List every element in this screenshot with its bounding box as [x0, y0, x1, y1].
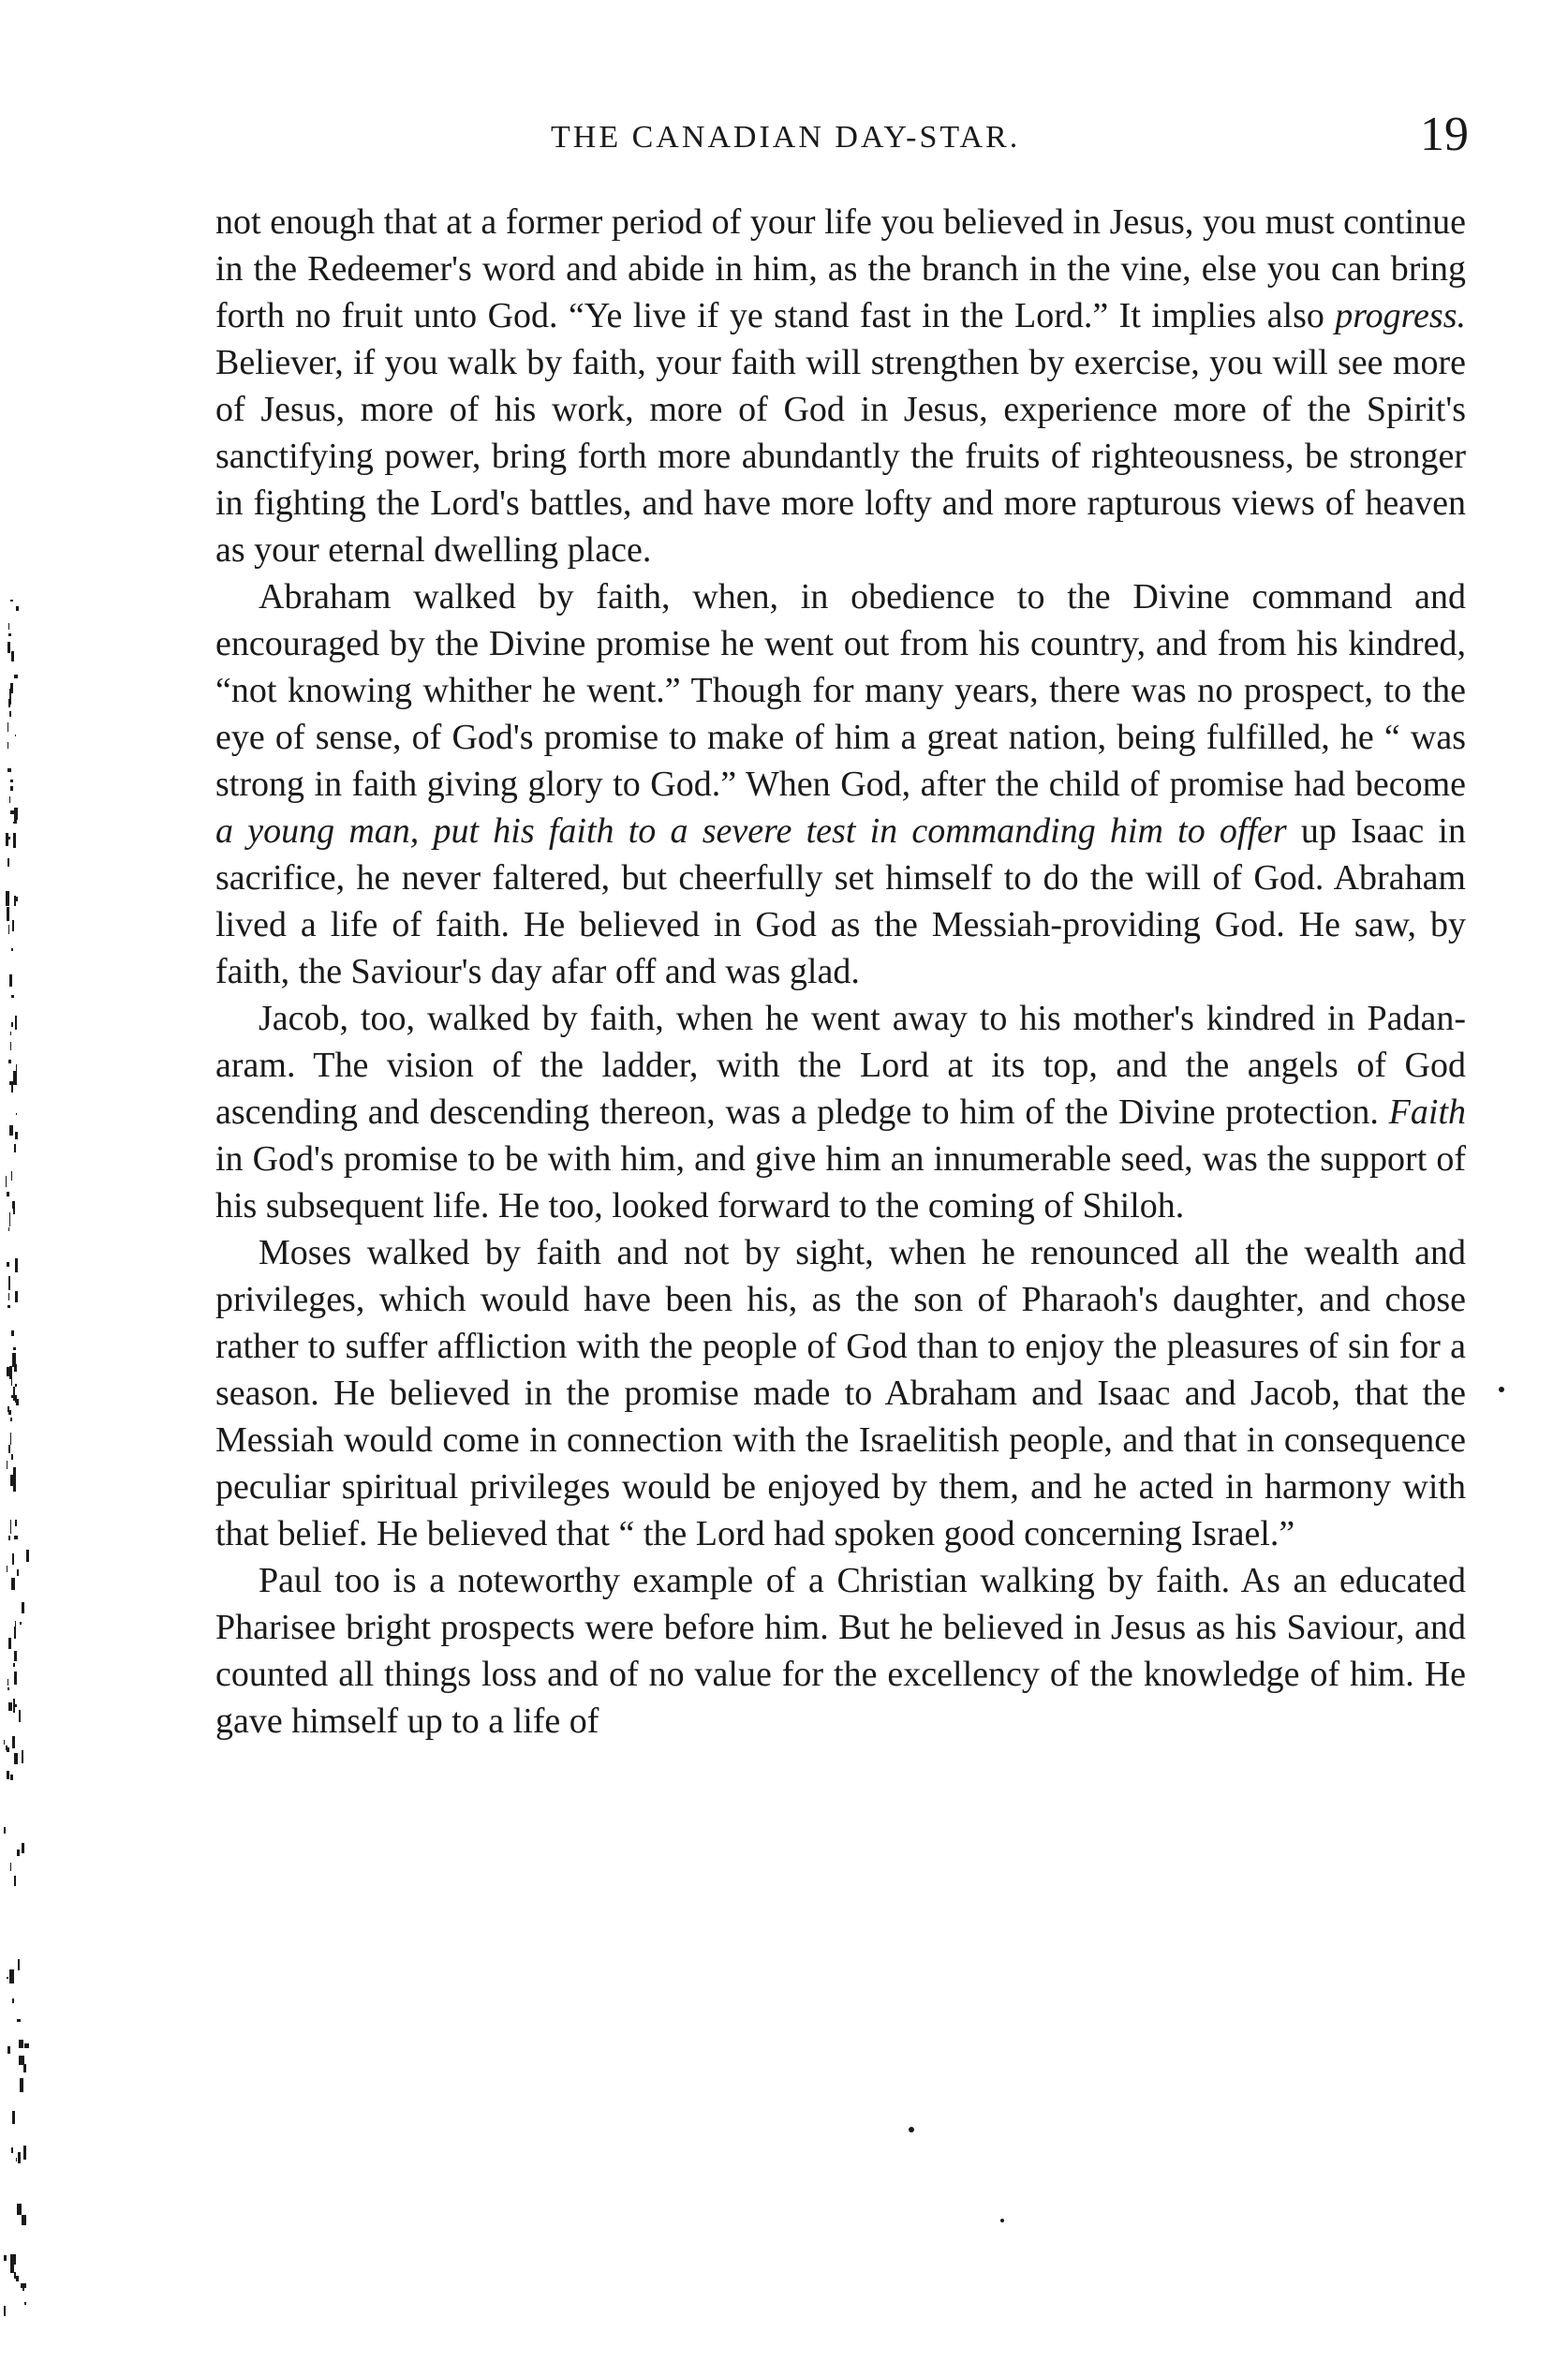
edge-speck: [12, 920, 14, 931]
edge-speck: [14, 1671, 16, 1685]
edge-speck: [9, 1969, 14, 1983]
edge-speck: [11, 995, 14, 999]
edge-speck: [7, 1687, 9, 1691]
edge-speck: [15, 1018, 17, 1030]
edge-speck: [13, 1201, 16, 1213]
edge-speck: [12, 2111, 15, 2123]
edge-speck: [6, 1176, 7, 1187]
edge-speck: [8, 623, 9, 630]
edge-speck: [14, 808, 17, 820]
edge-speck: [7, 858, 9, 867]
edge-speck: [7, 1192, 9, 1196]
edge-speck: [9, 711, 11, 717]
edge-speck: [14, 1536, 18, 1539]
edge-speck: [13, 822, 17, 824]
edge-speck: [10, 780, 13, 782]
edge-speck: [10, 1775, 13, 1781]
edge-speck: [8, 925, 9, 934]
edge-speck: [8, 699, 10, 707]
edge-speck: [7, 907, 10, 922]
edge-speck: [23, 2146, 26, 2160]
edge-speck: [11, 948, 13, 950]
edge-speck: [23, 2064, 26, 2072]
edge-speck: [14, 675, 18, 678]
edge-speck: [11, 1395, 15, 1398]
edge-speck: [11, 1578, 14, 1590]
edge-speck: [7, 1305, 9, 1307]
edge-speck: [11, 2147, 13, 2152]
edge-speck: [9, 1212, 10, 1226]
edge-speck: [11, 1330, 14, 1336]
edge-speck: [11, 1022, 14, 1027]
edge-speck: [16, 1113, 17, 1115]
edge-speck: [7, 768, 10, 772]
edge-speck: [14, 1753, 18, 1763]
edge-speck: [10, 1433, 11, 1445]
edge-speck: [10, 2254, 16, 2265]
body-text: [215, 199, 1466, 1745]
edge-speck: [10, 1418, 12, 1421]
edge-speck: [12, 1736, 15, 1748]
edge-speck: [4, 1740, 5, 1745]
edge-speck: [7, 1367, 10, 1376]
edge-speck: [14, 1876, 16, 1886]
edge-speck: [10, 600, 12, 602]
text-run: Jacob, too, walked by faith, when he went away to his mother's kindred in Padan-aram. The vision of the ladder, with the Lord at its top, and the angels of God ascending and descending thereon, was a pledge to him of the Divine protection.: [215, 999, 1466, 1132]
edge-speck: [17, 2204, 22, 2215]
edge-speck: [8, 1536, 10, 1540]
edge-speck: [7, 722, 8, 732]
edge-speck: [7, 642, 10, 653]
edge-speck: [22, 1843, 24, 1853]
edge-speck: [7, 1679, 8, 1685]
page-number: 19: [1420, 108, 1469, 161]
edge-speck: [22, 1750, 23, 1763]
running-title: THE CANADIAN DAY-STAR.: [551, 120, 1021, 155]
edge-speck: [15, 1258, 18, 1272]
edge-speck: [11, 1372, 12, 1384]
edge-speck: [16, 2158, 18, 2161]
edge-speck: [6, 833, 8, 846]
edge-speck: [13, 1071, 17, 1086]
edge-speck: [19, 1710, 21, 1722]
edge-speck: [8, 1445, 10, 1453]
edge-speck: [12, 1553, 13, 1566]
edge-speck: [10, 1863, 11, 1871]
edge-speck: [10, 1032, 11, 1035]
edge-speck: [8, 1702, 12, 1711]
paragraph: [215, 1229, 1466, 1557]
edge-speck: [8, 633, 11, 636]
edge-speck: [7, 742, 8, 749]
edge-speck: [7, 1747, 9, 1751]
edge-speck: [13, 833, 16, 848]
edge-speck: [4, 2255, 7, 2261]
edge-speck: [16, 1064, 17, 1071]
edge-speck: [8, 1276, 10, 1290]
edge-speck: [10, 1042, 11, 1050]
edge-speck: [24, 2302, 27, 2305]
text-run: Moses walked by faith and not by sight, when he renounced all the wealth and privileges, which would have been his, as the son of Pharaoh's daughter, and chose rather to suffer affliction with the people of God than to enjoy the pleasures of sin for a season. He believed in the promise made to Abraham and Isaac and Jacob, that the Messiah would come in connection with the Israelitish people, and that in consequence peculiar spiritual privileges would be enjoyed by them, and he acted in harmony with that belief. He believed that “ the Lord had spoken good concerning Israel.”: [215, 1233, 1466, 1553]
edge-speck: [4, 2306, 6, 2316]
edge-speck: [16, 606, 19, 611]
edge-speck: [22, 2287, 24, 2291]
text-run: Paul too is a noteworthy example of a Christian walking by faith. As an educated Pharisee bright prospects were before him. But he believed in Jesus as his Saviour, and counted all things loss and of no value for the excellency of the knowledge of him. He gave himself up to a life of: [215, 1561, 1466, 1741]
edge-speck: [12, 1998, 14, 2003]
edge-speck: [8, 1227, 10, 1231]
ink-speck: [1000, 2219, 1004, 2222]
edge-speck: [7, 2046, 10, 2054]
paragraph: [215, 1557, 1466, 1745]
edge-speck: [14, 1651, 17, 1661]
edge-speck: [11, 1081, 12, 1092]
paragraph: [215, 995, 1466, 1229]
text-run: Believer, if you walk by faith, your faith will strengthen by exercise, you will see more of Jesus, more of his work, more of God in Jesus, experience more of the Spirit's sanctifying power, bring forth more abundantly the fruits of righteousness, be stronger in fighting the Lord's battles, and have more lofty and more rapturous views of heaven as your eternal dwelling place.: [215, 343, 1466, 570]
edge-speck: [17, 1849, 20, 1856]
edge-speck: [11, 1454, 12, 1459]
edge-speck: [17, 2019, 21, 2022]
edge-speck: [20, 2078, 23, 2092]
edge-speck: [16, 1399, 20, 1406]
paragraph: [215, 199, 1466, 573]
edge-speck: [15, 1621, 16, 1636]
text-run: Abraham walked by faith, when, in obedience to the Divine command and encouraged by the Divine promise he went out from his country, and from his kindred, “not knowing whither he went.” Though for many years, there was no prospect, to the eye of sense, of God's promise to make of him a great nation, being fulfilled, he “ was strong in faith giving glory to God.” When God, after the child of promise had become: [215, 577, 1466, 804]
edge-speck: [8, 1410, 11, 1416]
edge-speck: [14, 2272, 15, 2279]
edge-speck: [15, 1384, 17, 1387]
edge-speck: [11, 651, 14, 662]
edge-speck: [10, 786, 12, 791]
edge-speck: [10, 810, 14, 815]
edge-speck: [7, 1566, 8, 1572]
edge-speck: [9, 974, 12, 986]
edge-speck: [22, 2215, 26, 2225]
edge-speck: [26, 1550, 29, 1563]
edge-speck: [7, 1977, 8, 1979]
edge-speck: [18, 2152, 21, 2163]
edge-speck: [20, 1622, 22, 1625]
edge-speck: [14, 1704, 18, 1707]
edge-speck: [22, 1602, 25, 1613]
edge-speck: [15, 1291, 18, 1302]
edge-speck: [9, 796, 10, 804]
ink-speck: [1499, 1387, 1504, 1392]
edge-speck: [8, 1638, 11, 1649]
edge-speck: [10, 2265, 14, 2273]
text-run: in God's promise to be with him, and give him an innumerable seed, was the support of his subsequent life. He too, looked forward to the coming of Shiloh.: [215, 1139, 1466, 1226]
edge-speck: [7, 1461, 8, 1469]
edge-speck: [19, 2040, 22, 2048]
italic-text: a young man, put his faith to a severe test in commanding him to offer: [215, 811, 1287, 851]
text-run: not enough that at a former period of your life you believed in Jesus, you must continue in the Redeemer's word and abide in him, as the branch in the vine, else you can bring forth no fruit unto God. “Ye live if ye stand fast in the Lord.” It implies also: [215, 202, 1466, 335]
edge-speck: [13, 1347, 16, 1350]
edge-speck: [18, 1959, 20, 1970]
edge-speck: [24, 2043, 30, 2048]
italic-text: Faith: [1388, 1092, 1466, 1132]
paragraph: [215, 573, 1466, 995]
edge-speck: [15, 1132, 18, 1139]
edge-speck: [8, 1060, 11, 1063]
edge-speck: [13, 1479, 16, 1492]
edge-speck: [9, 1125, 13, 1136]
edge-speck: [10, 1520, 11, 1534]
edge-speck: [15, 735, 16, 737]
edge-speck: [12, 1353, 16, 1366]
text-run: up Isaac in sacrifice, he never faltered, but cheerfully set himself to do the will of God. Abraham lived a life of faith. He believed in God as the Messiah-providing God. He saw, by faith, the Saviour's day afar off and was glad.: [215, 811, 1466, 991]
edge-speck: [8, 1293, 9, 1300]
edge-speck: [17, 1569, 18, 1576]
page-header: [214, 108, 1469, 167]
edge-speck: [16, 2276, 19, 2282]
edge-speck: [15, 1520, 16, 1526]
edge-speck: [6, 891, 9, 906]
edge-speck: [7, 1262, 9, 1267]
edge-speck: [14, 1144, 16, 1152]
italic-text: progress.: [1335, 296, 1466, 335]
edge-speck: [11, 1171, 12, 1181]
ink-speck: [909, 2127, 914, 2132]
edge-speck: [13, 1663, 14, 1667]
binding-edge-shadow: [0, 600, 54, 2362]
edge-speck: [14, 896, 17, 905]
edge-speck: [4, 1827, 6, 1834]
